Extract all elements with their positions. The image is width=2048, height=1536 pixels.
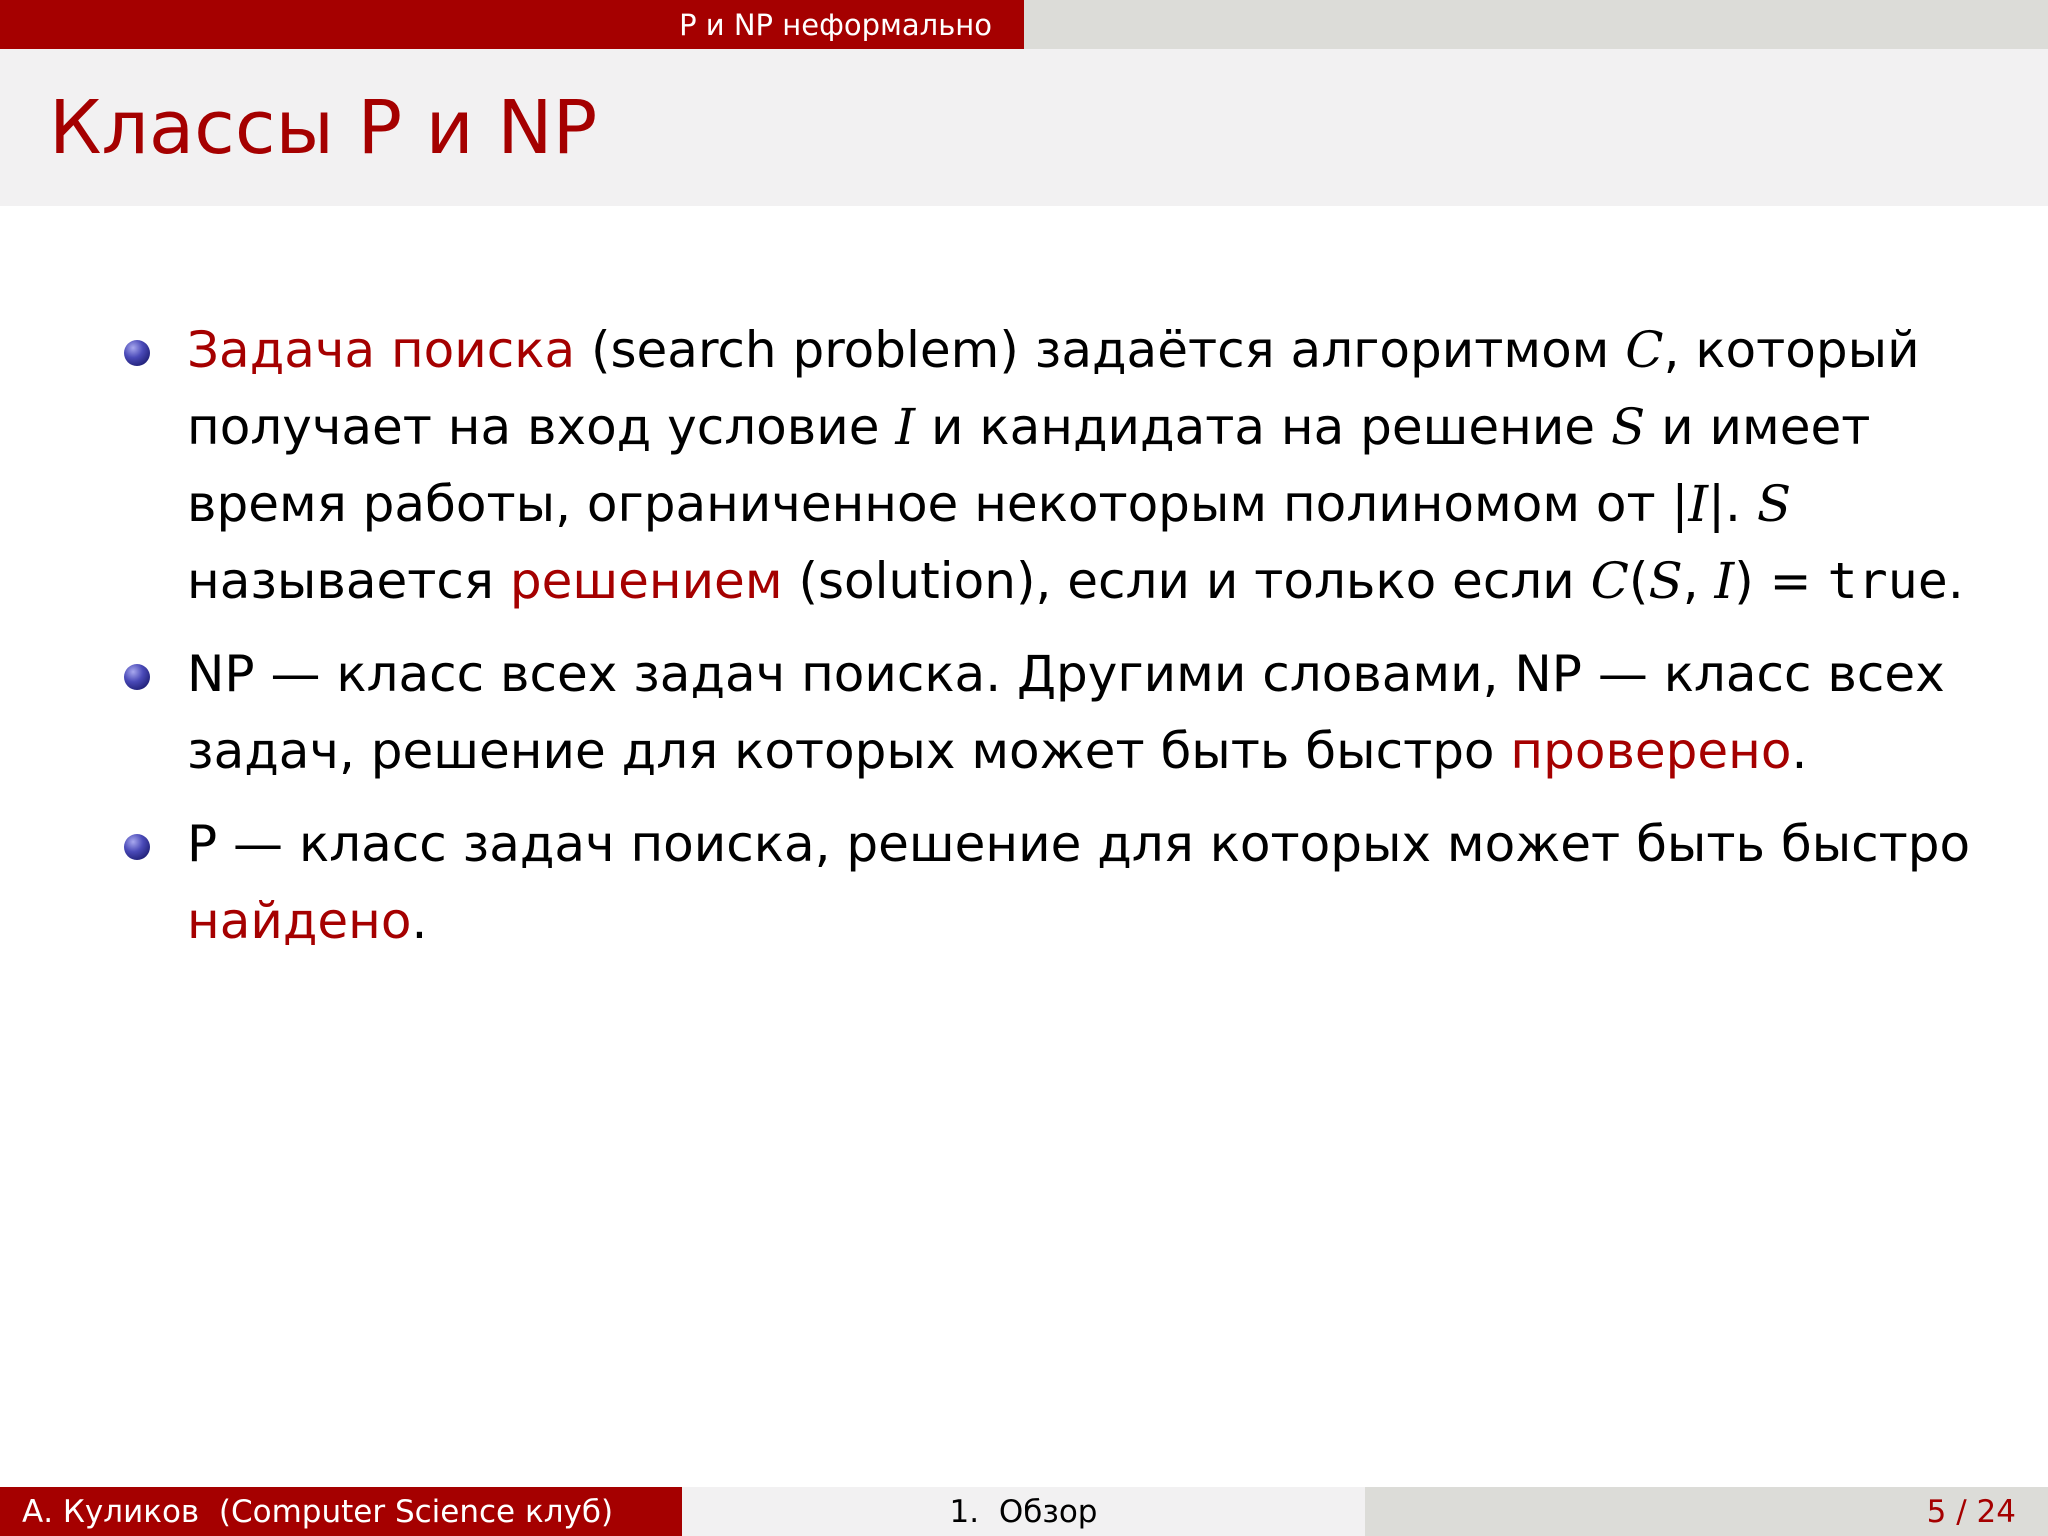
text-segment: .	[1947, 552, 1964, 610]
bullet-item-p	[124, 806, 2004, 960]
math-var-i: I	[1714, 552, 1735, 610]
math-algorithm-c: C	[1625, 321, 1664, 379]
footer-page-number: 5 / 24	[1365, 1487, 2048, 1536]
term-solution: решением	[509, 552, 783, 610]
footer-section: 1. Обзор	[682, 1487, 1365, 1536]
footer-bar	[0, 1487, 2048, 1536]
slide-content	[124, 312, 2004, 976]
bullet-ball-icon	[124, 664, 150, 690]
text-segment: ) =	[1734, 552, 1828, 610]
bullet-item-search-problem	[124, 312, 2004, 620]
term-search-problem: Задача поиска	[187, 321, 576, 379]
text-segment: и имеет время работы, ограниченное некоторым полиномом от |	[187, 398, 1871, 533]
text-segment: NP — класс всех задач поиска. Другими словами, NP — класс всех задач, решение для которых может быть быстро	[187, 645, 1945, 780]
slide-title-bar	[0, 49, 2048, 206]
bullet-ball-icon	[124, 834, 150, 860]
headline-section: P и NP неформально	[0, 0, 1024, 49]
text-segment: (	[1628, 552, 1649, 610]
math-algorithm-c: C	[1590, 552, 1629, 610]
headline-bar	[0, 0, 2048, 49]
term-found: найдено	[187, 892, 412, 950]
bullet-item-np	[124, 636, 2004, 790]
headline-filler	[1024, 0, 2048, 49]
text-segment: ,	[1682, 552, 1715, 610]
math-var-s: S	[1610, 398, 1646, 456]
text-segment: P — класс задач поиска, решение для которых может быть быстро	[187, 815, 1971, 873]
math-var-s: S	[1756, 475, 1792, 533]
footer-author: А. Куликов (Computer Science клуб)	[0, 1487, 682, 1536]
text-segment: |.	[1708, 475, 1757, 533]
math-var-i: I	[895, 398, 916, 456]
text-segment: (solution), если и только если	[782, 552, 1591, 610]
math-var-i: I	[1688, 475, 1709, 533]
slide-title: Классы P и NP	[49, 84, 598, 171]
text-segment: называется	[187, 552, 510, 610]
text-segment: и кандидата на решение	[915, 398, 1611, 456]
code-true: true	[1827, 552, 1948, 610]
term-verified: проверено	[1510, 722, 1792, 780]
text-segment: , который получает на вход условие	[187, 321, 1920, 456]
bullet-ball-icon	[124, 340, 150, 366]
text-segment: .	[411, 892, 428, 950]
text-segment: (search problem) задаётся алгоритмом	[575, 321, 1626, 379]
text-segment: .	[1791, 722, 1808, 780]
math-var-s: S	[1648, 552, 1683, 610]
